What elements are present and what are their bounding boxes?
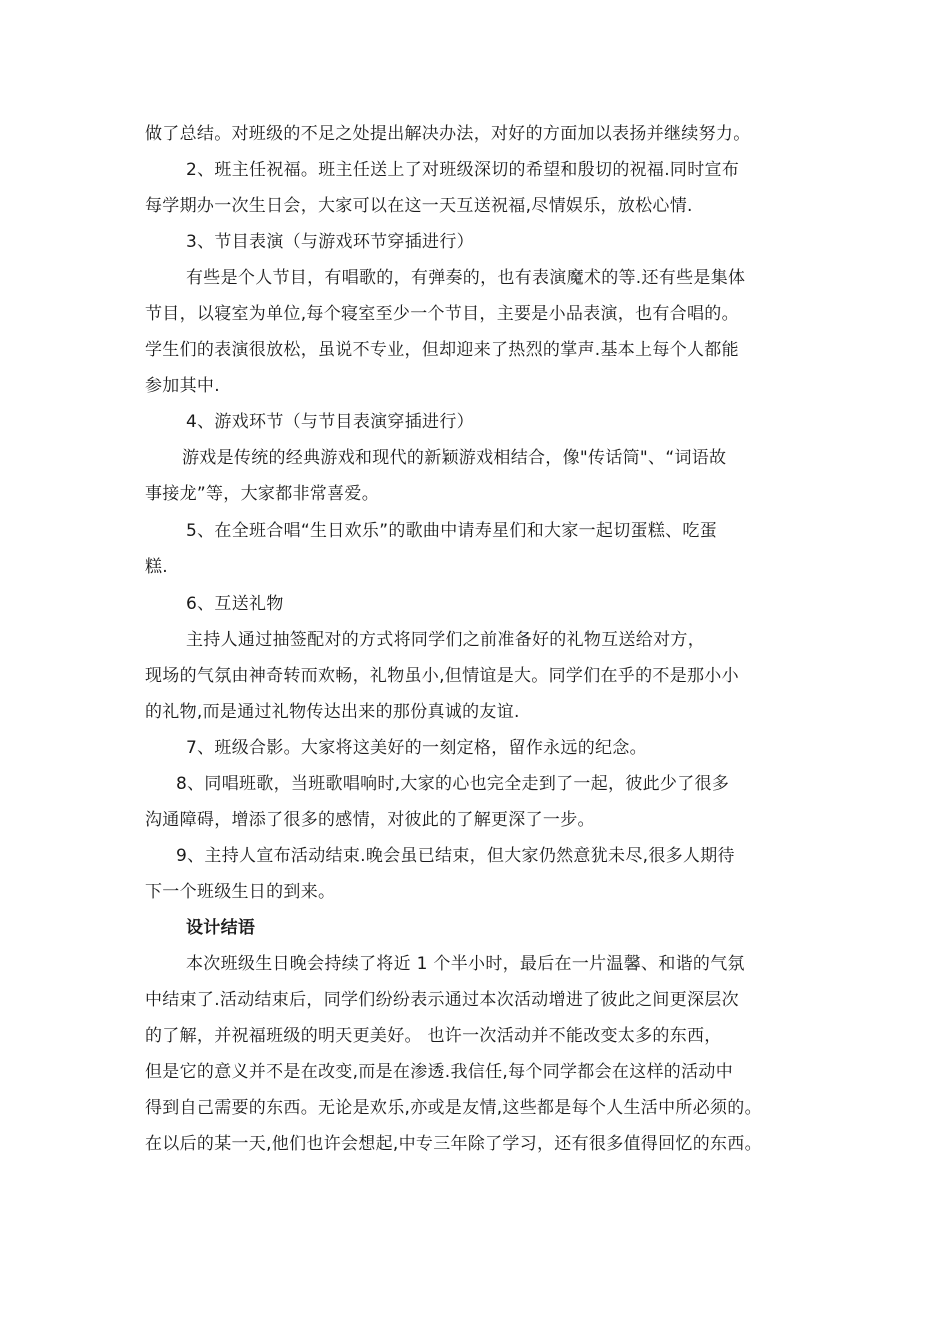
text-line: 在以后的某一天,他们也许会想起,中专三年除了学习，还有很多值得回忆的东西。 bbox=[145, 1134, 762, 1154]
text-line: 做了总结。对班级的不足之处提出解决办法，对好的方面加以表扬并继续努力。 bbox=[145, 124, 751, 144]
text-line: 糕. bbox=[145, 557, 169, 577]
text-line: 但是它的意义并不是在改变,而是在渗透.我信任,每个同学都会在这样的活动中 bbox=[145, 1062, 734, 1082]
text-line: 游戏是传统的经典游戏和现代的新颖游戏相结合，像"传话筒"、“词语故 bbox=[182, 448, 727, 468]
text-line: 得到自己需要的东西。无论是欢乐,亦或是友情,这些都是每个人生活中所必须的。 bbox=[145, 1098, 762, 1118]
item-8-heading: 8、同唱班歌，当班歌唱响时,大家的心也完全走到了一起，彼此少了很多 bbox=[176, 774, 730, 794]
text-line: 沟通障碍，增添了很多的感情，对彼此的了解更深了一步。 bbox=[145, 810, 595, 830]
text-line: 现场的气氛由神奇转而欢畅，礼物虽小,但情谊是大。同学们在乎的不是那小小 bbox=[145, 666, 739, 686]
text-line: 有些是个人节目，有唱歌的，有弹奏的，也有表演魔术的等.还有些是集体 bbox=[186, 268, 746, 288]
text-line: 的礼物,而是通过礼物传达出来的那份真诚的友谊. bbox=[145, 702, 520, 722]
item-9-heading: 9、主持人宣布活动结束.晚会虽已结束，但大家仍然意犹未尽,很多人期待 bbox=[176, 846, 735, 866]
item-4-heading: 4、游戏环节（与节目表演穿插进行） bbox=[186, 412, 474, 432]
text-line: 中结束了.活动结束后，同学们纷纷表示通过本次活动增进了彼此之间更深层次 bbox=[145, 990, 739, 1010]
text-line: 学生们的表演很放松，虽说不专业，但却迎来了热烈的掌声.基本上每个人都能 bbox=[145, 340, 739, 360]
item-7-heading: 7、班级合影。大家将这美好的一刻定格，留作永远的纪念。 bbox=[186, 738, 647, 758]
section-heading: 设计结语 bbox=[186, 918, 256, 938]
item-5-heading: 5、在全班合唱“生日欢乐”的歌曲中请寿星们和大家一起切蛋糕、吃蛋 bbox=[186, 521, 718, 541]
text-line: 每学期办一次生日会，大家可以在这一天互送祝福,尽情娱乐，放松心情. bbox=[145, 196, 693, 216]
text-line: 下一个班级生日的到来。 bbox=[145, 882, 336, 902]
text-line: 节目，以寝室为单位,每个寝室至少一个节目，主要是小品表演，也有合唱的。 bbox=[145, 304, 739, 324]
item-3-heading: 3、节目表演（与游戏环节穿插进行） bbox=[186, 232, 474, 252]
item-2-heading: 2、班主任祝福。班主任送上了对班级深切的希望和殷切的祝福.同时宣布 bbox=[186, 160, 740, 180]
text-line: 参加其中. bbox=[145, 376, 220, 396]
text-line: 主持人通过抽签配对的方式将同学们之前准备好的礼物互送给对方， bbox=[186, 630, 705, 650]
text-line: 本次班级生日晚会持续了将近 1 个半小时，最后在一片温馨、和谐的气氛 bbox=[186, 954, 745, 974]
text-line: 的了解，并祝福班级的明天更美好。 也许一次活动并不能改变太多的东西， bbox=[145, 1026, 722, 1046]
text-line: 事接龙”等，大家都非常喜爱。 bbox=[145, 484, 380, 504]
item-6-heading: 6、互送礼物 bbox=[186, 594, 284, 614]
